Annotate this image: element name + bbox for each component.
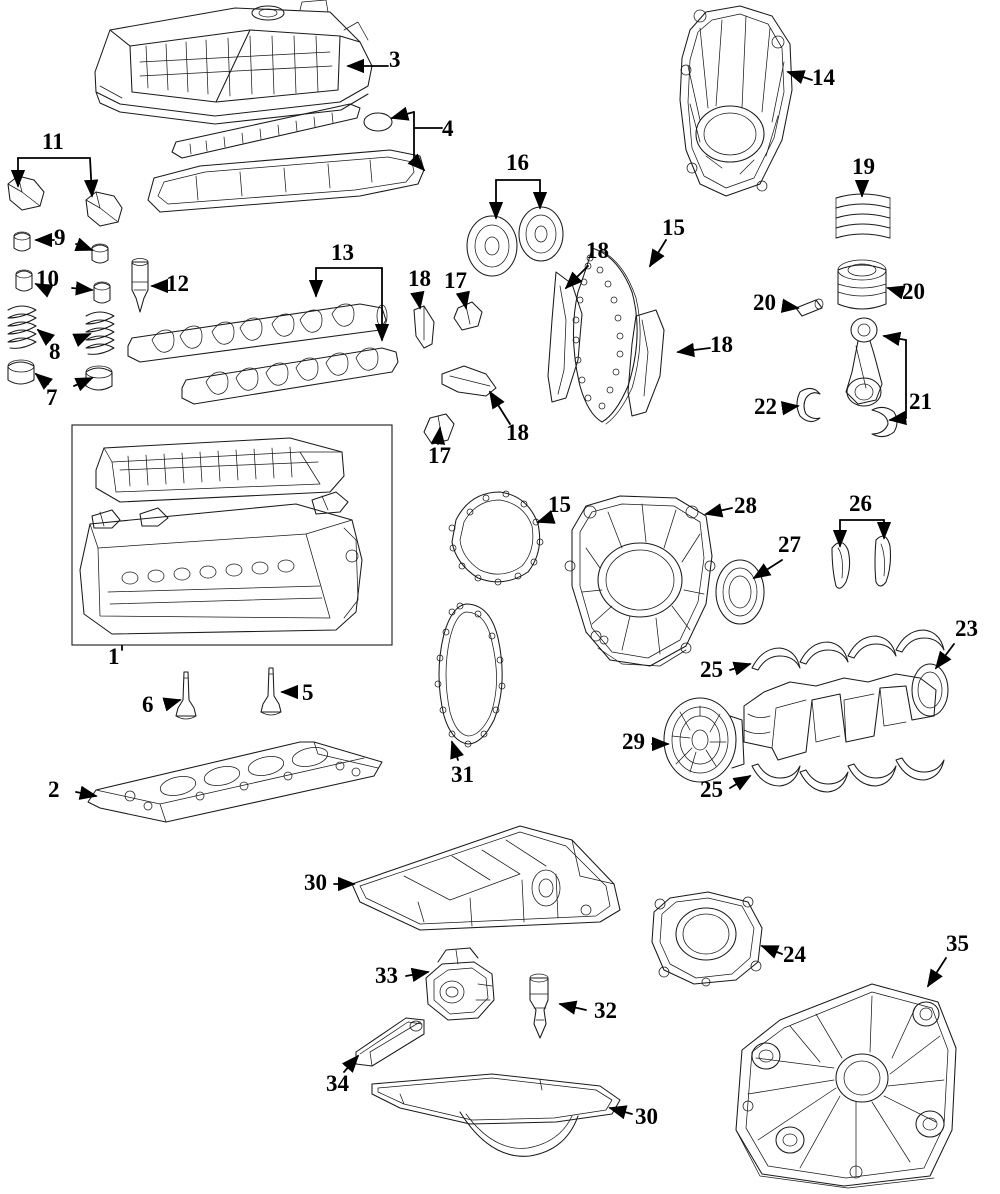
- part-valve-keeper: [16, 270, 110, 303]
- callout-18-left[interactable]: 18: [586, 238, 609, 263]
- part-timing-chain-cover: [680, 6, 792, 196]
- callout-5[interactable]: 5: [302, 680, 314, 705]
- callout-18-lower[interactable]: 18: [506, 420, 529, 445]
- part-valve-cover: [95, 0, 372, 124]
- callout-22[interactable]: 22: [754, 394, 777, 419]
- part-connecting-rod: [846, 318, 882, 406]
- callout-27[interactable]: 27: [778, 532, 801, 557]
- part-cylinder-head-assembly: [72, 425, 392, 645]
- callout-34[interactable]: 34: [326, 1071, 349, 1096]
- callout-25-lower[interactable]: 25: [700, 777, 723, 802]
- part-hydraulic-lash-adjuster: [132, 259, 148, 313]
- part-intake-valve: [176, 672, 196, 719]
- callout-13[interactable]: 13: [331, 240, 354, 265]
- part-cylinder-head-gasket: [88, 742, 382, 822]
- callout-2[interactable]: 2: [48, 777, 60, 802]
- callout-20-piston[interactable]: 20: [902, 279, 925, 304]
- callout-15-secondary[interactable]: 15: [548, 492, 571, 517]
- callout-26[interactable]: 26: [849, 491, 872, 516]
- part-main-bearing: [752, 630, 944, 670]
- part-engine-front-cover: [565, 496, 715, 666]
- part-piston-pin: [796, 299, 823, 316]
- callout-4[interactable]: 4: [442, 116, 454, 141]
- part-engine-support-bracket: [736, 984, 956, 1188]
- callout-20[interactable]: 20: [753, 290, 776, 315]
- part-oil-pump: [426, 948, 494, 1020]
- callout-15[interactable]: 15: [662, 215, 685, 240]
- part-piston: [838, 260, 886, 309]
- callout-30[interactable]: 30: [304, 870, 327, 895]
- callout-1[interactable]: 1: [108, 644, 120, 669]
- callout-23[interactable]: 23: [955, 616, 978, 641]
- part-valve-spring: [8, 306, 114, 354]
- callout-11[interactable]: 11: [42, 129, 64, 154]
- part-camshaft-sprocket: [467, 207, 563, 276]
- callout-33[interactable]: 33: [375, 963, 398, 988]
- callout-9[interactable]: 9: [54, 225, 66, 250]
- part-oil-pan-lower: [372, 1074, 620, 1156]
- callout-31[interactable]: 31: [451, 762, 474, 787]
- callout-32[interactable]: 32: [594, 998, 617, 1023]
- callout-28[interactable]: 28: [734, 493, 757, 518]
- part-timing-chain-secondary: [449, 491, 543, 585]
- callout-19[interactable]: 19: [852, 154, 875, 179]
- callout-29[interactable]: 29: [622, 729, 645, 754]
- part-timing-chain: [573, 248, 640, 424]
- part-crankshaft-pulley: [664, 698, 744, 782]
- leader-lines: [18, 66, 954, 1114]
- callout-24[interactable]: 24: [783, 942, 806, 967]
- callout-12[interactable]: 12: [166, 271, 189, 296]
- callout-10[interactable]: 10: [36, 266, 59, 291]
- part-oil-pump-pickup-tube: [356, 1018, 424, 1066]
- callout-7[interactable]: 7: [46, 385, 58, 410]
- part-valve-spring-seat: [8, 360, 112, 390]
- callout-3[interactable]: 3: [389, 47, 401, 72]
- callout-17[interactable]: 17: [444, 268, 467, 293]
- part-oil-pump-chain: [435, 603, 505, 747]
- callout-18-right[interactable]: 18: [710, 332, 733, 357]
- part-main-bearing-lower: [752, 758, 944, 792]
- part-crankshaft: [744, 664, 948, 760]
- callout-30-lower[interactable]: 30: [635, 1104, 658, 1129]
- part-rear-main-seal-housing: [652, 892, 762, 986]
- part-crankshaft-seal: [716, 560, 764, 624]
- callout-18[interactable]: 18: [408, 266, 431, 291]
- callout-35[interactable]: 35: [946, 931, 969, 956]
- part-chain-guide: [414, 272, 664, 444]
- callout-17-lower[interactable]: 17: [428, 443, 451, 468]
- callout-6[interactable]: 6: [142, 692, 154, 717]
- callout-16[interactable]: 16: [506, 150, 529, 175]
- part-oil-pan-upper: [352, 826, 620, 930]
- part-piston-ring-set: [836, 194, 890, 238]
- part-valve-cover-gasket: [148, 104, 424, 212]
- part-exhaust-valve: [261, 668, 281, 715]
- callout-25[interactable]: 25: [700, 657, 723, 682]
- part-camshaft: [128, 304, 398, 404]
- callout-8[interactable]: 8: [49, 339, 61, 364]
- callout-21[interactable]: 21: [909, 389, 932, 414]
- part-rocker-arm: [8, 176, 122, 226]
- part-oil-pressure-sensor: [530, 974, 548, 1038]
- callout-14[interactable]: 14: [812, 65, 835, 90]
